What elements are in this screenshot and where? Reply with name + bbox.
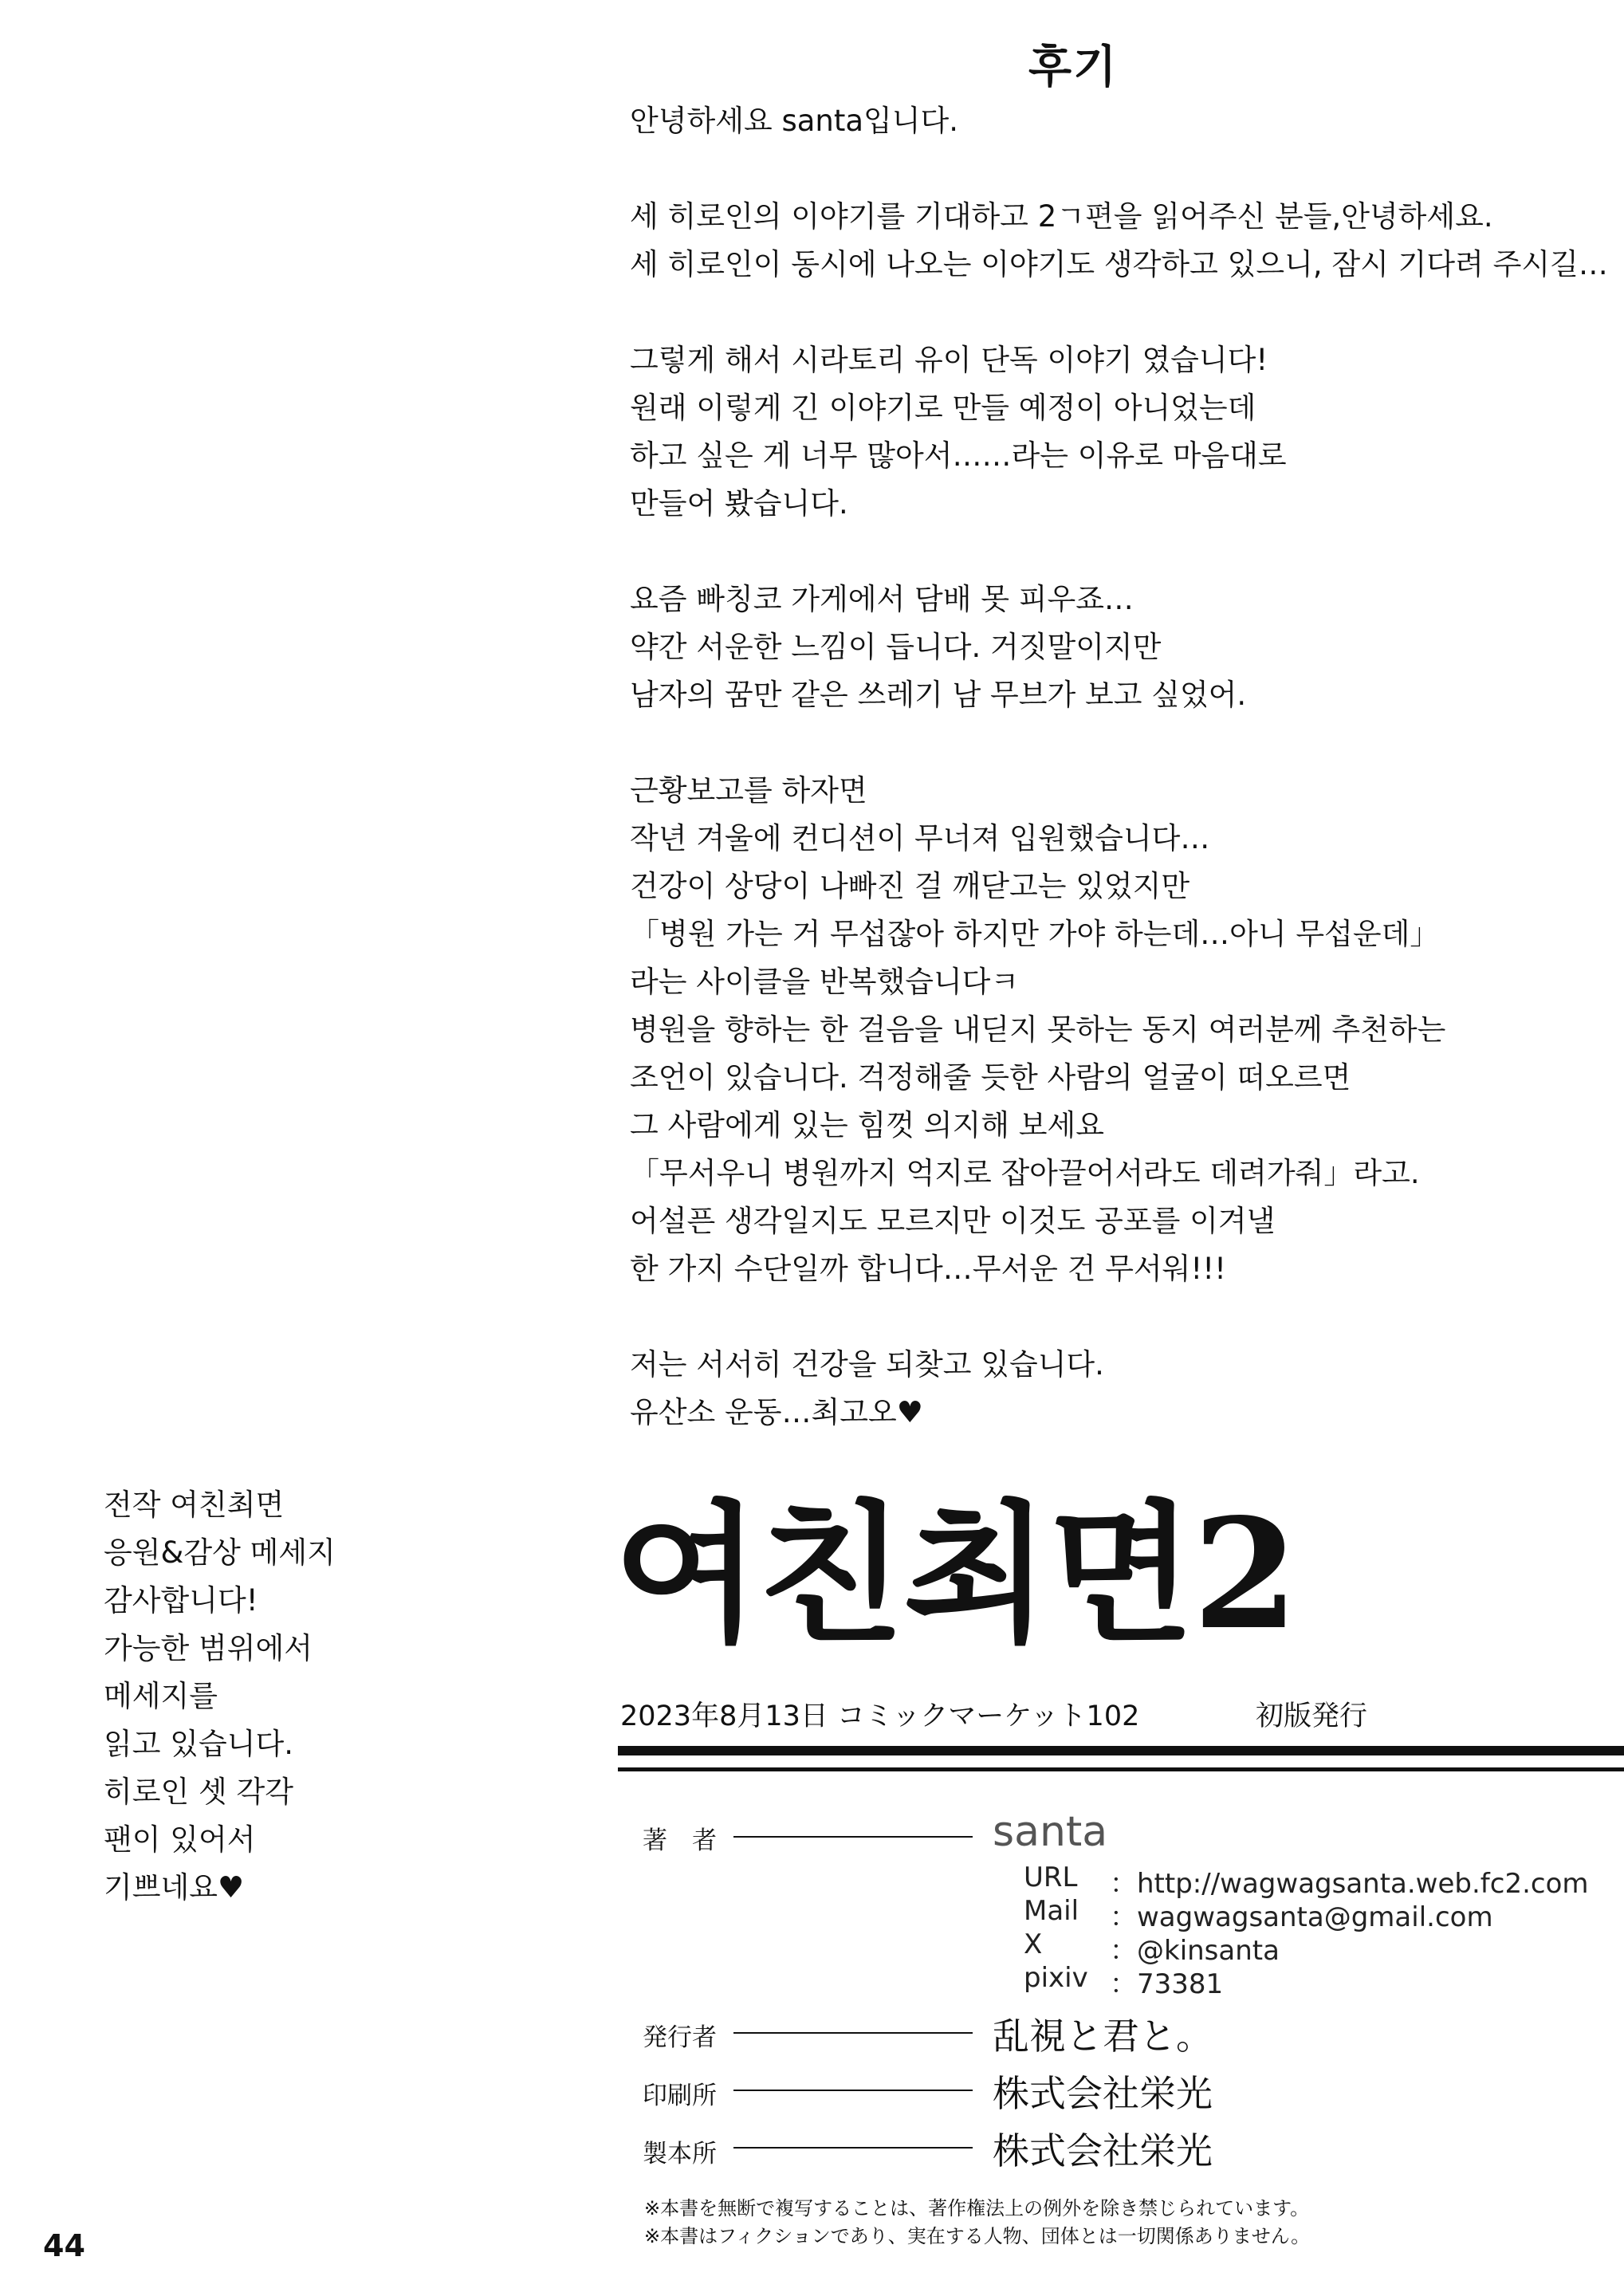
- binder-leader-line: [733, 2147, 973, 2149]
- binder-name: 株式会社栄光: [993, 2129, 1213, 2172]
- afterword-line: 「무서우니 병원까지 억지로 잡아끌어서라도 데려가줘」라고.: [630, 1156, 1420, 1190]
- afterword-line: 한 가지 수단일까 합니다…무서운 건 무서워!!!: [630, 1252, 1226, 1286]
- printer-leader-line: [733, 2090, 973, 2091]
- afterword-line: 조언이 있습니다. 걱정해줄 듯한 사람의 얼굴이 떠오르면: [630, 1060, 1351, 1095]
- afterword-line: 「병원 가는 거 무섭잖아 하지만 가야 하는데…아니 무섭운데」: [630, 917, 1440, 951]
- thanks-note-line: 응원&감상 메세지: [104, 1535, 336, 1570]
- publication-date: 2023年8月13日 コミックマーケット102: [620, 1700, 1140, 1732]
- thanks-note-line: 전작 여친최면: [104, 1488, 285, 1522]
- afterword-line: 요즘 빠칭코 가게에서 담배 못 피우죠…: [630, 582, 1134, 616]
- author-label: 著 者: [643, 1826, 717, 1855]
- afterword-line: 원래 이렇게 긴 이야기로 만들 예정이 아니었는데: [630, 391, 1256, 425]
- edition-label: 初版発行: [1256, 1700, 1368, 1732]
- colophon-rule-thick: [618, 1746, 1624, 1755]
- afterword-line: 근황보고를 하자면: [630, 773, 867, 808]
- author-name: santa: [993, 1808, 1108, 1856]
- thanks-note-line: 감사합니다!: [104, 1583, 258, 1618]
- thanks-note-line: 가능한 범위에서: [104, 1631, 313, 1665]
- afterword-line: 어설픈 생각일지도 모르지만 이것도 공포를 이겨낼: [630, 1204, 1276, 1238]
- contact-key-x: X: [1024, 1928, 1043, 1960]
- binder-label: 製本所: [643, 2140, 717, 2168]
- contact-x: ：@kinsanta: [1110, 1935, 1280, 1967]
- afterword-line: 저는 서서히 건강을 되찾고 있습니다.: [630, 1347, 1104, 1382]
- afterword-line: 유산소 운동…최고오♥: [630, 1395, 923, 1429]
- afterword-line: 하고 싶은 게 너무 많아서……라는 이유로 마음대로: [630, 438, 1287, 473]
- contact-key-url: URL: [1024, 1862, 1078, 1893]
- thanks-note-line: 메세지를: [104, 1679, 218, 1713]
- copyright-note: ※本書を無断で複写することは、著作権法上の例外を除き禁じられています。: [644, 2197, 1310, 2219]
- afterword-title: 후기: [1028, 41, 1119, 93]
- printer-label: 印刷所: [643, 2082, 717, 2110]
- afterword-line: 세 히로인의 이야기를 기대하고 2ㄱ편을 읽어주신 분들,안녕하세요.: [630, 199, 1493, 234]
- author-leader-line: [733, 1836, 973, 1838]
- thanks-note-line: 팬이 있어서: [104, 1822, 256, 1857]
- contact-pixiv: ：73381: [1110, 1968, 1224, 2000]
- thanks-note-line: 읽고 있습니다.: [104, 1727, 293, 1761]
- afterword-line: 그렇게 해서 시라토리 유이 단독 이야기 였습니다!: [630, 343, 1268, 377]
- publisher-name: 乱視と君と。: [993, 2015, 1213, 2058]
- contact-mail: ：wagwagsanta@gmail.com: [1110, 1901, 1493, 1933]
- afterword-line: 만들어 봤습니다.: [630, 486, 848, 521]
- contact-key-pixiv: pixiv: [1024, 1962, 1088, 1994]
- contact-url: ：http://wagwagsanta.web.fc2.com: [1110, 1868, 1589, 1900]
- page-number: 44: [43, 2228, 85, 2263]
- fiction-note: ※本書はフィクションであり、実在する人物、団体とは一切関係ありません。: [644, 2225, 1311, 2247]
- publisher-leader-line: [733, 2032, 973, 2034]
- afterword-line: 남자의 꿈만 같은 쓰레기 남 무브가 보고 싶었어.: [630, 678, 1247, 712]
- thanks-note: [104, 1481, 407, 1912]
- afterword-line: 작년 겨울에 컨디션이 무너져 입원했습니다…: [630, 821, 1210, 855]
- afterword-line: 세 히로인이 동시에 나오는 이야기도 생각하고 있으니, 잠시 기다려 주시길…: [630, 247, 1608, 281]
- thanks-note-line: 히로인 셋 각각: [104, 1775, 293, 1809]
- printer-name: 株式会社栄光: [993, 2072, 1213, 2115]
- afterword-text: [630, 97, 1608, 1437]
- afterword-line: 안녕하세요 santa입니다.: [630, 104, 959, 138]
- afterword-line: 약간 서운한 느낌이 듭니다. 거짓말이지만: [630, 630, 1162, 664]
- book-title: 여친최면2: [614, 1485, 1297, 1663]
- afterword-line: 병원을 향하는 한 걸음을 내딛지 못하는 동지 여러분께 추천하는: [630, 1012, 1446, 1047]
- afterword-line: 건강이 상당이 나빠진 걸 깨닫고는 있었지만: [630, 869, 1190, 903]
- afterword-line: 그 사람에게 있는 힘껏 의지해 보세요: [630, 1108, 1104, 1142]
- thanks-note-line: 기쁘네요♥: [104, 1870, 245, 1905]
- colophon-rule-thin: [618, 1767, 1624, 1771]
- publisher-label: 発行者: [643, 2023, 717, 2052]
- afterword-line: 라는 사이클을 반복했습니다ㅋ: [630, 965, 1020, 999]
- contact-key-mail: Mail: [1024, 1895, 1079, 1927]
